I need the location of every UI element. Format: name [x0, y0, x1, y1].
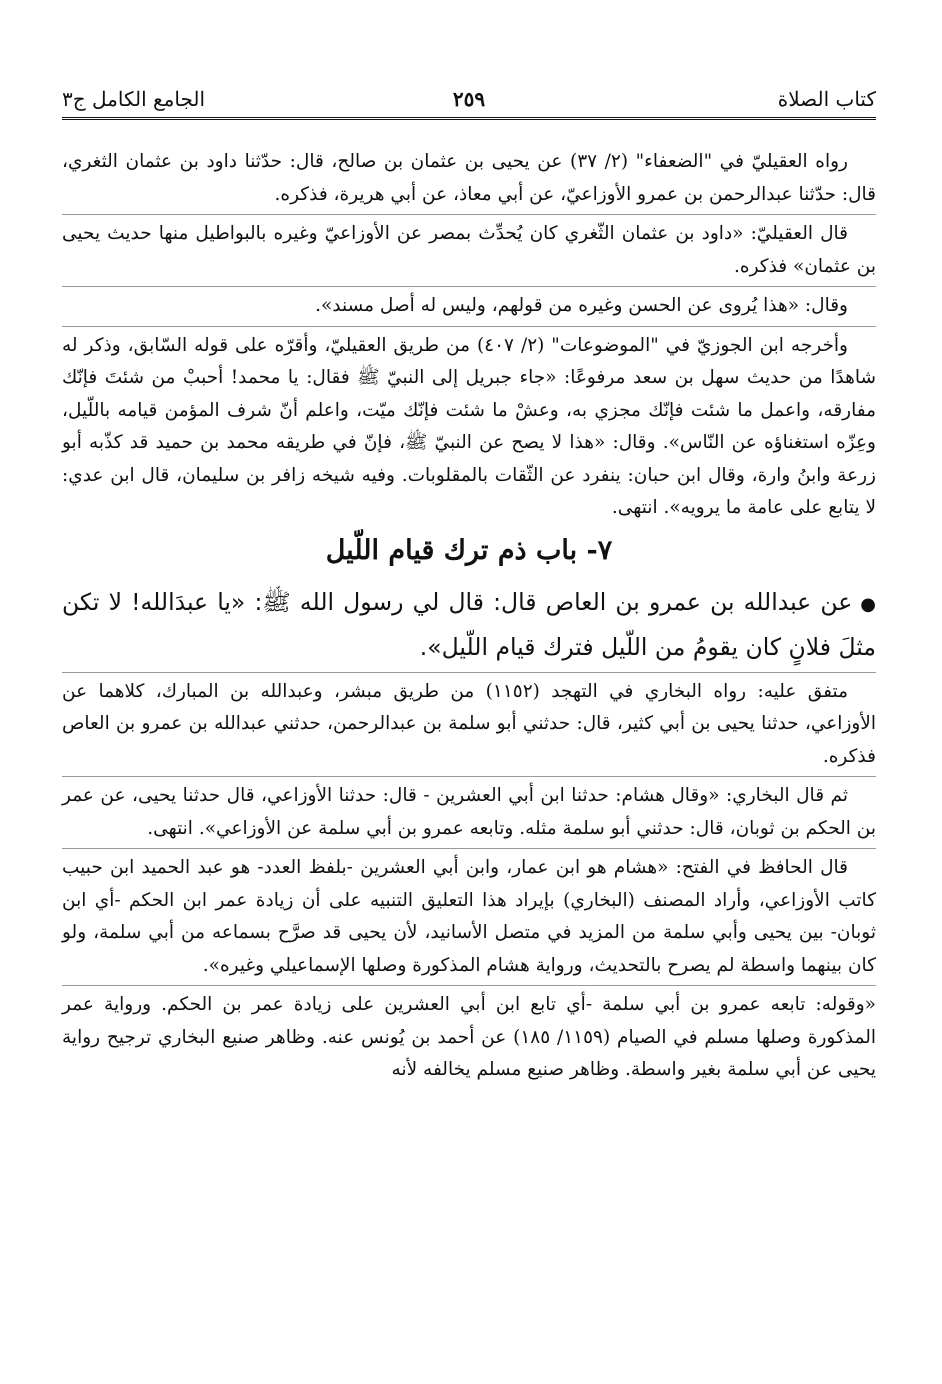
- page-header: [62, 0, 876, 120]
- book-volume-title: الجامع الكامل ج٣: [62, 87, 206, 111]
- paragraph-divider: [62, 672, 876, 673]
- paragraph-divider: [62, 985, 876, 986]
- page-number: ٢٥٩: [452, 87, 486, 111]
- paragraph-divider: [62, 776, 876, 777]
- paragraph-divider: [62, 326, 876, 327]
- hadith-body: عن عبدالله بن عمرو بن العاص قال: قال لي رسول الله ﷺ: «يا عبدَالله! لا تكن مثلَ فلانٍ كان يقومُ من اللّيل فترك قيام اللّيل».: [62, 587, 876, 661]
- paragraph-divider: [62, 848, 876, 849]
- paragraph-divider: [62, 286, 876, 287]
- paragraph: وقال: «هذا يُروى عن الحسن وغيره من قولهم، وليس له أصل مسند».: [315, 295, 848, 316]
- paragraph: رواه العقيليّ في "الضعفاء" (٢/ ٣٧) عن يحيى بن عثمان بن صالح، قال: حدّثنا داود بن عثمان الثغري، قال: حدّثنا عبدالرحمن بن عمرو الأوزاعيّ، عن أبي معاذ، عن أبي هريرة، فذكره.: [62, 151, 876, 205]
- chapter-title: ٧- باب ذم ترك قيام اللّيل: [325, 534, 613, 566]
- paragraph: متفق عليه: رواه البخاري في التهجد (١١٥٢) من طريق مبشر، وعبدالله بن المبارك، كلاهما عن الأوزاعي، حدثنا يحيى بن أبي كثير، قال: حدثني أبو سلمة بن عبدالرحمن، حدثني عبدالله بن عمرو بن العاص فذكره.: [62, 680, 876, 767]
- paragraph: «وقوله: تابعه عمرو بن أبي سلمة -أي تابع ابن أبي العشرين على زيادة عمر بن الحكم. ورواية عمر المذكورة وصلها مسلم في الصيام (١١٥٩/ ١٨٥) عن أحمد بن يُونس عنه. وظاهر صنيع البخاري ترجيح رواية يحيى عن أبي سلمة بغير واسطة. وظاهر صنيع مسلم يخالفه لأنه: [62, 994, 876, 1080]
- paragraph: وأخرجه ابن الجوزيّ في "الموضوعات" (٢/ ٤٠٧) من طريق العقيليّ، وأقرّه على قوله السّابق، وذكر له شاهدًا من حديث سهل بن سعد مرفوعًا: «جاء جبريل إلى النبيّ ﷺ فقال: يا محمد! أحببْ من شئتَ فإنّك مفارقه، واعمل ما شئت فإنّك مجزي به، وعشْ ما شئت فإنّك ميّت، واعلم أنّ شرف المؤمن قيامه باللّيل، وعِزّه استغناؤه عن النّاس». وقال: «هذا لا يصح عن النبيّ ﷺ، فإنّ في طريقه محمد بن حميد قد كذّبه أبو زرعة وابنُ وارة، وقال ابن حبان: ينفرد عن الثّقات بالمقلوبات. وفيه شيخه زافر بن سليمان، قال ابن عدي: لا يتابع على عامة ما يرويه». انتهى.: [62, 334, 876, 518]
- bullet-icon: ●: [860, 593, 876, 615]
- paragraph: ثم قال البخاري: «وقال هشام: حدثنا ابن أبي العشرين - قال: حدثنا الأوزاعي، قال حدثنا يحيى، عن عمر بن الحكم بن ثوبان، قال: حدثني أبو سلمة مثله. وتابعه عمرو بن أبي سلمة عن الأوزاعي». انتهى.: [62, 785, 876, 839]
- paragraph: قال الحافظ في الفتح: «هشام هو ابن عمار، وابن أبي العشرين -بلفظ العدد- هو عبد الحميد ابن حبيب كاتب الأوزاعي، وأراد المصنف (البخاري) بإيراد هذا التعليق التنبيه على أن زيادة عمر ابن الحكم -أي ابن ثوبان- بين يحيى وأبي سلمة من المزيد في متصل الأسانيد، لأن يحيى قد صرَّح بسماعه من أبي سلمة، ولو كان بينهما واسطة لم يصرح بالتحديث، ورواية هشام المذكورة وصلها الإسماعيلي وغيره».: [62, 857, 876, 976]
- book-section-title: كتاب الصلاة: [777, 87, 876, 111]
- hadith-text: [62, 581, 876, 668]
- paragraph: قال العقيليّ: «داود بن عثمان الثّغري كان يُحدِّث بمصر عن الأوزاعيّ وغيره بالبواطيل منها حديث يحيى بن عثمان» فذكره.: [62, 223, 876, 277]
- page-body: [62, 120, 876, 1087]
- paragraph-divider: [62, 214, 876, 215]
